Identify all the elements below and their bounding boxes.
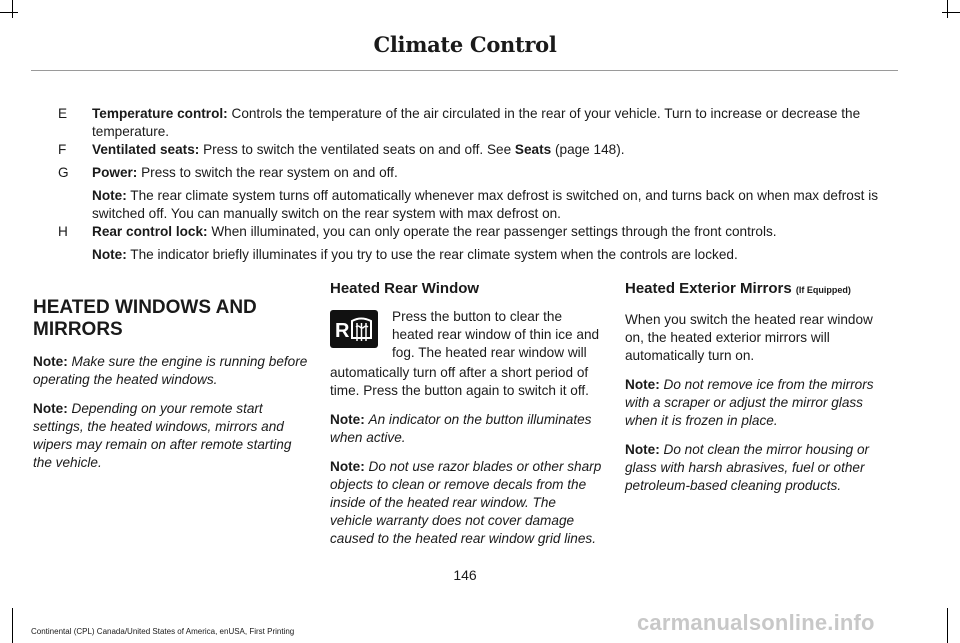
note-label: Note: xyxy=(33,401,68,416)
header-divider xyxy=(31,70,898,71)
item-body xyxy=(92,141,888,159)
middle-column xyxy=(330,280,602,546)
note xyxy=(625,441,887,495)
right-body xyxy=(625,311,887,495)
item-label: Power: xyxy=(92,165,138,180)
note-label: Note: xyxy=(33,354,68,369)
note-text: Do not use razor blades or other sharp objects to clean or remove decals from the inside of the heated rear window. The vehicle warranty does not cover damage caused to the heated rear window grid lines. xyxy=(330,459,602,546)
body-text: When you switch the heated rear window on, the heated exterior mirrors will automatically turn on. xyxy=(625,312,873,363)
item-text: Press to switch the ventilated seats on and off. See xyxy=(199,142,515,157)
note-text: The rear climate system turns off automatically whenever max defrost is switched on, and turns back on when max defrost is switched off. You can manually switch on the rear system with max defrost on. xyxy=(92,188,879,221)
item-text: When illuminated, you can only operate the rear passenger settings through the front controls. xyxy=(207,224,777,239)
item-label: Temperature control: xyxy=(92,106,228,121)
note-text: An indicator on the button illuminates when active. xyxy=(330,412,592,445)
note-label: Note: xyxy=(330,412,365,427)
note xyxy=(33,400,311,472)
crop-mark-top-left-v xyxy=(12,0,13,18)
note xyxy=(330,458,602,548)
note-label: Note: xyxy=(92,247,127,262)
print-footer: Continental (CPL) Canada/United States of America, enUSA, First Printing xyxy=(31,627,295,636)
crop-mark-top-right-v xyxy=(947,0,948,18)
subsection-heading xyxy=(625,280,887,299)
note-label: Note: xyxy=(625,377,660,392)
right-column xyxy=(625,280,887,506)
page-title: Climate Control xyxy=(373,32,557,57)
crop-mark-bottom-right-v xyxy=(947,608,948,643)
note xyxy=(33,353,311,389)
item-text: Press to switch the rear system on and off. xyxy=(137,165,398,180)
if-equipped-tag: (If Equipped) xyxy=(795,285,851,295)
seats-link[interactable]: Seats xyxy=(514,142,552,157)
item-letter: H xyxy=(58,224,68,239)
note-text: Do not remove ice from the mirrors with a scraper or adjust the mirror glass when it is frozen in place. xyxy=(625,377,874,428)
item-body xyxy=(92,164,888,182)
item-note xyxy=(92,187,888,223)
rear-defrost-letter: R xyxy=(335,320,350,342)
item-note xyxy=(92,246,888,264)
item-text-page-ref: (page 148). xyxy=(551,142,625,157)
item-body xyxy=(92,105,888,141)
body-text: automatically turn off after a short period of time. Press the button again to switch it off. xyxy=(330,365,589,398)
rear-defrost-button-image xyxy=(330,310,378,348)
item-letter: E xyxy=(58,106,68,121)
heading-text: Heated Exterior Mirrors xyxy=(625,280,792,297)
note-text: Depending on your remote start settings, the heated windows, mirrors and wipers may remain on after remote starting the vehicle. xyxy=(33,401,292,470)
crop-mark-bottom-left-v xyxy=(12,608,13,643)
item-label: Rear control lock: xyxy=(92,224,208,239)
crop-mark-top-left-h xyxy=(0,12,18,13)
continued-text xyxy=(330,364,602,559)
watermark: carmanualsonline.info xyxy=(637,610,875,635)
item-body xyxy=(92,223,888,241)
note-label: Note: xyxy=(625,442,660,457)
item-letter: F xyxy=(58,142,67,157)
section-heading: HEATED WINDOWS AND MIRRORS xyxy=(33,297,257,340)
note-text: Do not clean the mirror housing or glass with harsh abrasives, fuel or other petroleum-based cleaning products. xyxy=(625,442,870,493)
item-text: Controls the temperature of the air circulated in the rear of your vehicle. Turn to increase or decrease the temperature. xyxy=(92,106,861,139)
note-text: Make sure the engine is running before operating the heated windows. xyxy=(33,354,308,387)
left-column xyxy=(33,297,311,483)
crop-mark-top-right-h xyxy=(942,12,960,13)
item-letter: G xyxy=(58,165,69,180)
subsection-heading: Heated Rear Window xyxy=(330,280,480,297)
note-text: The indicator briefly illuminates if you try to use the rear climate system when the controls are locked. xyxy=(126,247,738,262)
note xyxy=(330,411,602,447)
rear-defrost-icon xyxy=(330,310,378,348)
wrap-text: Press the button to clear the heated rear window of thin ice and fog. The heated rear window will xyxy=(392,309,600,360)
note-label: Note: xyxy=(330,459,365,474)
page-number: 146 xyxy=(453,567,477,583)
note-label: Note: xyxy=(92,188,127,203)
item-label: Ventilated seats: xyxy=(92,142,200,157)
note xyxy=(625,376,887,430)
